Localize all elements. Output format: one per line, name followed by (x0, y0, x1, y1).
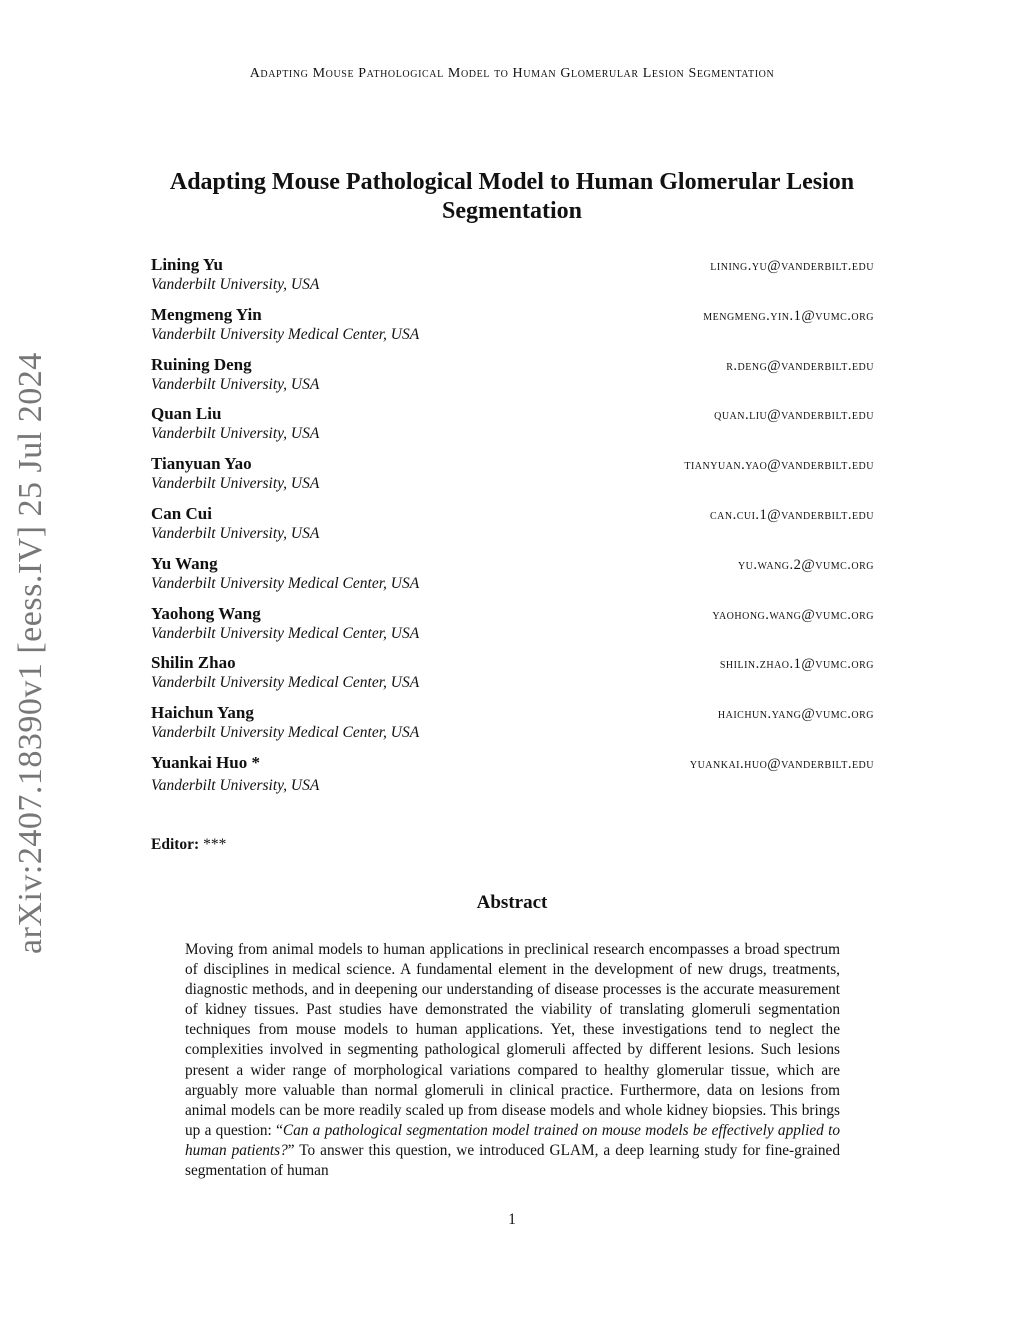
author-affiliation: Vanderbilt University, USA (151, 776, 320, 794)
author-email: shilin.zhao.1@vumc.org (719, 656, 874, 673)
author-affiliation: Vanderbilt University Medical Center, USA (151, 724, 420, 742)
author-affiliation: Vanderbilt University Medical Center, USA (151, 325, 420, 343)
author-entry-corresponding (151, 752, 874, 812)
author-entry (151, 304, 874, 354)
author-entry (151, 254, 874, 304)
author-name: Ruining Deng (151, 354, 252, 374)
author-name: Mengmeng Yin (151, 304, 262, 324)
author-affiliation: Vanderbilt University Medical Center, USA (151, 624, 420, 642)
author-affiliation: Vanderbilt University, USA (151, 425, 320, 443)
editor-value: *** (203, 836, 227, 853)
author-email: mengmeng.yin.1@vumc.org (703, 307, 874, 324)
author-entry (151, 453, 874, 503)
abstract-heading: Abstract (476, 892, 548, 913)
author-email: yu.wang.2@vumc.org (737, 556, 874, 573)
author-email: lining.yu@vanderbilt.edu (710, 258, 874, 274)
author-affiliation: Vanderbilt University Medical Center, USA (151, 674, 420, 692)
author-name: Quan Liu (151, 404, 222, 424)
author-name: Haichun Yang (151, 703, 254, 723)
author-name: Yu Wang (151, 553, 218, 573)
author-affiliation: Vanderbilt University, USA (151, 276, 320, 293)
author-entry (151, 354, 874, 404)
abstract-question: Can a pathological segmentation model trained on mouse models be effectively applied to human patients? (185, 1121, 841, 1159)
author-email: yaohong.wang@vumc.org (712, 606, 874, 623)
author-entry (151, 652, 874, 702)
page-number: 1 (508, 1211, 516, 1228)
author-entry (151, 702, 874, 752)
author-email: quan.liu@vanderbilt.edu (714, 407, 874, 424)
author-affiliation: Vanderbilt University Medical Center, USA (151, 574, 420, 592)
author-affiliation: Vanderbilt University, USA (151, 475, 320, 493)
author-list (151, 254, 874, 812)
author-email: tianyuan.yao@vanderbilt.edu (684, 457, 874, 474)
abstract-text-after: ” To answer this question, we introduced GLAM, a deep learning study for fine-grained segmentation of human (185, 1141, 840, 1180)
author-name: Can Cui (151, 503, 212, 523)
author-affiliation: Vanderbilt University, USA (151, 524, 320, 542)
author-name: Tianyuan Yao (151, 454, 252, 474)
author-entry (151, 403, 874, 453)
author-email: r.deng@vanderbilt.edu (726, 357, 874, 374)
abstract-body (185, 940, 840, 1181)
author-entry (151, 553, 874, 603)
arxiv-identifier: arXiv:2407.18390v1 [eess.IV] 25 Jul 2024 (12, 352, 49, 954)
author-email: yuankai.huo@vanderbilt.edu (689, 755, 874, 772)
author-name: Yuankai Huo * (151, 752, 260, 772)
editor-line (151, 836, 226, 854)
paper-title: Adapting Mouse Pathological Model to Human Glomerular Lesion Segmentation (169, 169, 855, 224)
editor-label: Editor: (151, 836, 200, 853)
author-name: Shilin Zhao (151, 653, 236, 673)
author-email: can.cui.1@vanderbilt.edu (709, 506, 874, 523)
author-entry (151, 503, 874, 553)
author-entry (151, 603, 874, 653)
running-header: Adapting Mouse Pathological Model to Human Glomerular Lesion Segmentation (249, 66, 775, 81)
author-affiliation: Vanderbilt University, USA (151, 375, 320, 393)
author-name: Yaohong Wang (151, 603, 261, 623)
author-name: Lining Yu (151, 255, 223, 274)
author-email: haichun.yang@vumc.org (717, 706, 874, 723)
abstract-text-before: Moving from animal models to human applications in preclinical research encompasses a broad spectrum of disciplines in medical science. A fundamental element in the development of new drugs, treatments, diagnostic methods, and in deepening our understanding of disease processes is the accurate measurement of kidney tissues. Past studies have demonstrated the viability of translating glomeruli segmentation techniques from mouse models to human applications. Yet, these investigations tend to neglect the complexities involved in segmenting pathological glomeruli affected by different lesions. Such lesions present a wider range of morphological variations compared to healthy glomerular tissue, which are arguably more valuable than normal glomeruli in clinical practice. Furthermore, data on lesions from animal models can be more readily scaled up from disease models and whole kidney biopsies. This brings up a question: “ (185, 941, 840, 1139)
